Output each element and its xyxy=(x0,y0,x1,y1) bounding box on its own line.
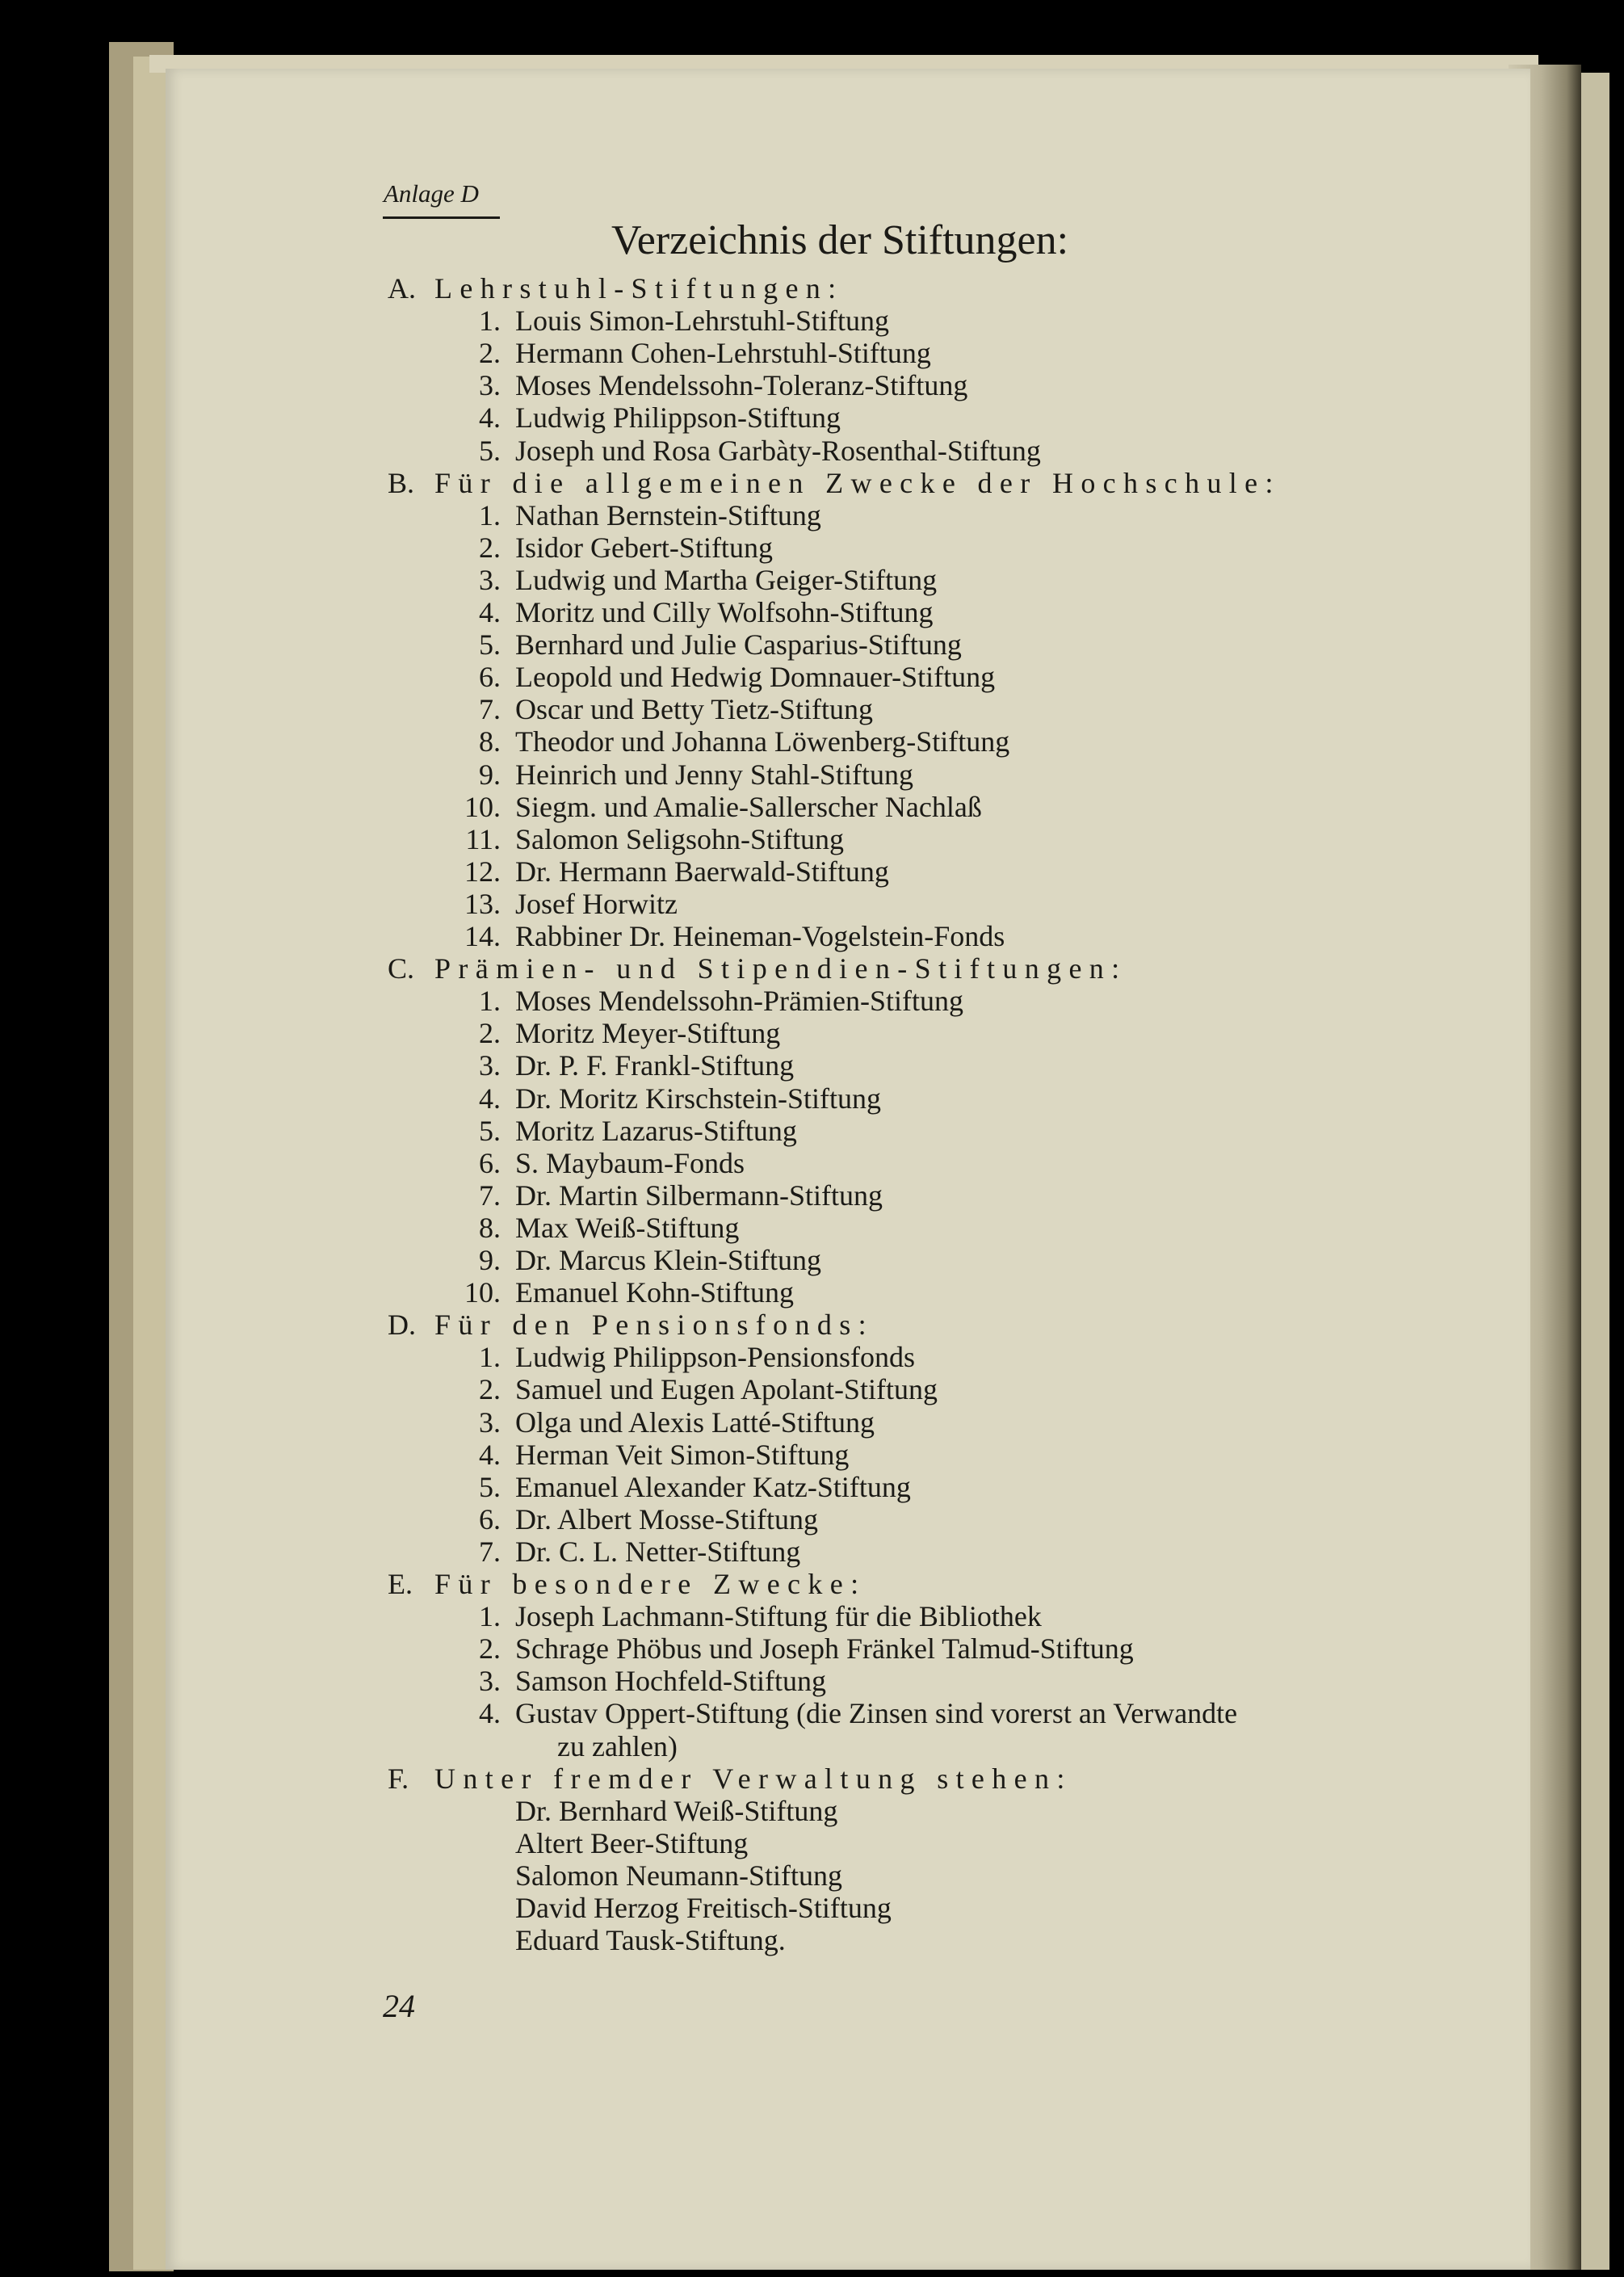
item-number: 7. xyxy=(479,1535,501,1568)
item-number: 5. xyxy=(479,1470,501,1503)
foundation-item: Herman Veit Simon-Stiftung xyxy=(515,1438,850,1471)
foundation-item: Dr. Martin Silbermann-Stiftung xyxy=(515,1178,883,1212)
item-number: 2. xyxy=(479,1632,501,1666)
item-number: 7. xyxy=(479,693,501,726)
foundation-item: Dr. Marcus Klein-Stiftung xyxy=(515,1244,821,1276)
page-title: Verzeichnis der Stiftungen: xyxy=(611,217,1069,263)
foundation-item: Josef Horwitz xyxy=(515,887,678,920)
item-number: 1. xyxy=(479,1600,501,1633)
foundation-item: Dr. Hermann Baerwald-Stiftung xyxy=(515,855,889,888)
page-number: 24 xyxy=(383,1988,415,2024)
item-number: 6. xyxy=(479,661,501,694)
item-number: 3. xyxy=(479,1405,501,1439)
item-number: 1. xyxy=(479,305,501,338)
foundation-item: Joseph und Rosa Garbàty-Rosenthal-Stiftung xyxy=(515,434,1041,467)
foundation-item: Isidor Gebert-Stiftung xyxy=(515,531,773,564)
item-number: 5. xyxy=(479,1114,501,1147)
foundation-item: Samson Hochfeld-Stiftung xyxy=(515,1665,826,1698)
item-number: 4. xyxy=(479,1082,501,1115)
item-number: 6. xyxy=(479,1502,501,1536)
foundation-item: Siegm. und Amalie-Sallerscher Nachlaß xyxy=(515,790,982,823)
item-number: 7. xyxy=(479,1178,501,1212)
section-heading-text: Prämien- und Stipendien-Stiftungen: xyxy=(434,952,1127,985)
section-heading-text: Für die allgemeinen Zwecke der Hochschule: xyxy=(434,466,1281,499)
foundation-item: Altert Beer-Stiftung xyxy=(515,1826,749,1859)
section-letter: F. xyxy=(388,1762,409,1795)
item-number: 1. xyxy=(479,985,501,1018)
foundation-item: Rabbiner Dr. Heineman-Vogelstein-Fonds xyxy=(515,920,1005,952)
item-number: 8. xyxy=(479,1211,501,1244)
section-heading xyxy=(388,1762,1072,1796)
foundation-item: Ludwig Philippson-Pensionsfonds xyxy=(515,1341,916,1374)
foundation-item: Dr. Albert Mosse-Stiftung xyxy=(515,1502,818,1536)
foundation-item: Moritz Meyer-Stiftung xyxy=(515,1017,781,1050)
section-heading-text: Für besondere Zwecke: xyxy=(434,1568,867,1600)
appendix-label: Anlage D xyxy=(384,179,479,208)
foundation-item: Olga und Alexis Latté-Stiftung xyxy=(515,1405,875,1439)
section-letter: E. xyxy=(388,1568,413,1600)
foundation-item: Moritz und Cilly Wolfsohn-Stiftung xyxy=(515,596,934,628)
appendix-label-underline xyxy=(383,216,500,219)
foundation-item: Moses Mendelssohn-Toleranz-Stiftung xyxy=(515,369,968,402)
foundation-item: Salomon Neumann-Stiftung xyxy=(515,1859,842,1892)
foundation-item: Dr. Moritz Kirschstein-Stiftung xyxy=(515,1082,881,1115)
foundation-item: Bernhard und Julie Casparius-Stiftung xyxy=(515,628,962,662)
foundation-item: Emanuel Kohn-Stiftung xyxy=(515,1276,794,1309)
section-letter: B. xyxy=(388,466,415,499)
section-heading xyxy=(388,1308,874,1342)
foundation-item: David Herzog Freitisch-Stiftung xyxy=(515,1892,892,1924)
item-number: 3. xyxy=(479,1665,501,1698)
item-number: 4. xyxy=(479,596,501,628)
item-number: 1. xyxy=(479,498,501,531)
item-number: 3. xyxy=(479,369,501,402)
section-heading-text: Für den Pensionsfonds: xyxy=(434,1309,874,1342)
foundation-item: Eduard Tausk-Stiftung. xyxy=(515,1924,786,1957)
item-number: 14. xyxy=(464,920,501,952)
foundation-item: Oscar und Betty Tietz-Stiftung xyxy=(515,693,873,726)
section-letter: D. xyxy=(388,1309,416,1342)
foundation-item: Max Weiß-Stiftung xyxy=(515,1211,740,1244)
section-heading xyxy=(388,271,844,305)
item-number: 4. xyxy=(479,1438,501,1471)
foundation-item: Joseph Lachmann-Stiftung für die Bibliothek xyxy=(515,1600,1042,1633)
item-number: 3. xyxy=(479,1049,501,1082)
foundation-item: Salomon Seligsohn-Stiftung xyxy=(515,822,845,855)
foundation-item: Hermann Cohen-Lehrstuhl-Stiftung xyxy=(515,337,931,370)
section-heading xyxy=(388,1567,866,1601)
foundation-item: Ludwig Philippson-Stiftung xyxy=(515,401,841,435)
item-number: 13. xyxy=(464,887,501,920)
foundation-item: Schrage Phöbus und Joseph Fränkel Talmud-Stiftung xyxy=(515,1632,1134,1666)
item-number: 4. xyxy=(479,401,501,435)
item-number: 2. xyxy=(479,1017,501,1050)
item-number: 5. xyxy=(479,628,501,662)
item-number: 11. xyxy=(465,822,501,855)
item-number: 8. xyxy=(479,725,501,758)
item-number: 4. xyxy=(479,1697,501,1730)
section-heading xyxy=(388,952,1127,985)
foundation-item: Ludwig und Martha Geiger-Stiftung xyxy=(515,563,938,596)
foundation-item: Dr. C. L. Netter-Stiftung xyxy=(515,1535,801,1568)
foundation-item: Heinrich und Jenny Stahl-Stiftung xyxy=(515,758,913,791)
section-heading xyxy=(388,466,1281,500)
item-number: 12. xyxy=(464,855,501,888)
foundation-item: Moritz Lazarus-Stiftung xyxy=(515,1114,797,1147)
item-number: 10. xyxy=(464,790,501,823)
foundation-item: Emanuel Alexander Katz-Stiftung xyxy=(515,1470,911,1503)
item-number: 1. xyxy=(479,1341,501,1374)
section-heading-text: Unter fremder Verwaltung stehen: xyxy=(434,1762,1072,1795)
foundation-item: Dr. P. F. Frankl-Stiftung xyxy=(515,1049,795,1082)
foundation-item: Theodor und Johanna Löwenberg-Stiftung xyxy=(515,725,1010,758)
item-number: 9. xyxy=(479,758,501,791)
foundation-item: Leopold und Hedwig Domnauer-Stiftung xyxy=(515,661,996,694)
item-number: 6. xyxy=(479,1146,501,1179)
foundation-item: Dr. Bernhard Weiß-Stiftung xyxy=(515,1794,838,1827)
item-number: 2. xyxy=(479,337,501,370)
item-number: 2. xyxy=(479,1373,501,1406)
foundation-item: Louis Simon-Lehrstuhl-Stiftung xyxy=(515,305,889,338)
section-heading-text: Lehrstuhl-Stiftungen: xyxy=(434,272,844,305)
foundation-item: zu zahlen) xyxy=(557,1729,678,1762)
foundation-item: Gustav Oppert-Stiftung (die Zinsen sind vorerst an Verwandte xyxy=(515,1697,1238,1730)
item-number: 10. xyxy=(464,1276,501,1309)
foundation-item: S. Maybaum-Fonds xyxy=(515,1146,745,1179)
foundation-item: Nathan Bernstein-Stiftung xyxy=(515,498,821,531)
item-number: 3. xyxy=(479,563,501,596)
item-number: 2. xyxy=(479,531,501,564)
item-number: 9. xyxy=(479,1244,501,1276)
item-number: 5. xyxy=(479,434,501,467)
section-letter: A. xyxy=(388,272,416,305)
section-letter: C. xyxy=(388,952,415,985)
foundation-item: Moses Mendelssohn-Prämien-Stiftung xyxy=(515,985,963,1018)
foundation-item: Samuel und Eugen Apolant-Stiftung xyxy=(515,1373,938,1406)
